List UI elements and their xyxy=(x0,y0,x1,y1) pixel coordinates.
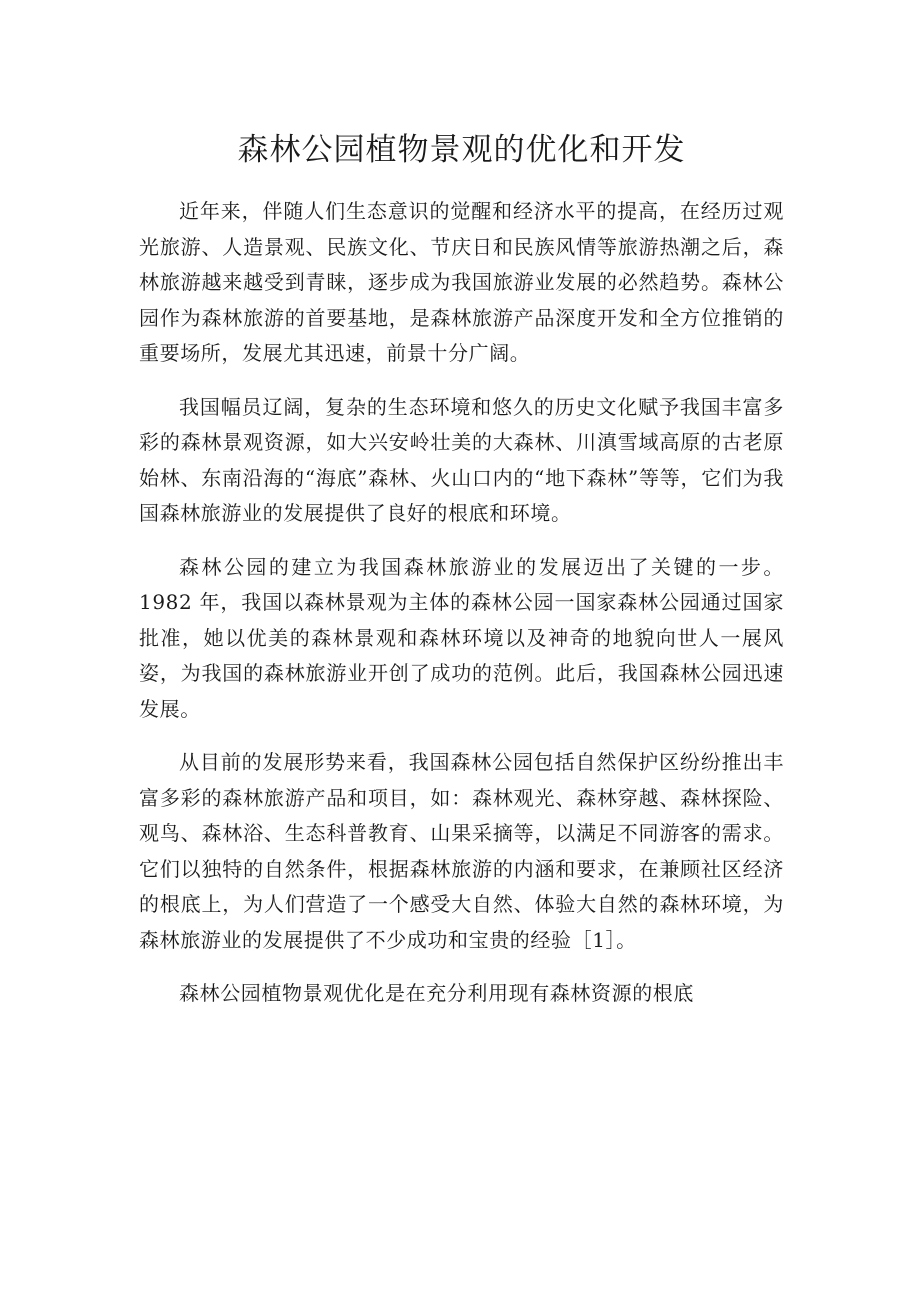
paragraph-2: 我国幅员辽阔，复杂的生态环境和悠久的历史文化赋予我国丰富多彩的森林景观资源，如大兴安岭壮美的大森林、川滇雪域高原的古老原始林、东南沿海的“海底”森林、火山口内的“地下森林”等等，它们为我国森林旅游业的发展提供了良好的根底和环境。 xyxy=(139,394,784,525)
paragraph-5: 森林公园植物景观优化是在充分利用现有森林资源的根底 xyxy=(179,981,694,1005)
paragraph-3: 森林公园的建立为我国森林旅游业的发展迈出了关键的一步。1982 年，我国以森林景观为主体的森林公园一国家森林公园通过国家批准，她以优美的森林景观和森林环境以及神奇的地貌向世人一展风姿，为我国的森林旅游业开创了成功的范例。此后，我国森林公园迅速发展。 xyxy=(139,554,784,721)
document-page xyxy=(139,128,784,1030)
document-title: 森林公园植物景观的优化和开发 xyxy=(237,132,686,168)
paragraph-4: 从目前的发展形势来看，我国森林公园包括自然保护区纷纷推出丰富多彩的森林旅游产品和项目，如：森林观光、森林穿越、森林探险、观鸟、森林浴、生态科普教育、山果采摘等，以满足不同游客的需求。它们以独特的自然条件，根据森林旅游的内涵和要求，在兼顾社区经济的根底上，为人们营造了一个感受大自然、体验大自然的森林环境，为森林旅游业的发展提供了不少成功和宝贵的经验［1］。 xyxy=(139,750,784,952)
paragraph-1: 近年来，伴随人们生态意识的觉醒和经济水平的提高，在经历过观光旅游、人造景观、民族文化、节庆日和民族风情等旅游热潮之后，森林旅游越来越受到青睐，逐步成为我国旅游业发展的必然趋势。森林公园作为森林旅游的首要基地，是森林旅游产品深度开发和全方位推销的重要场所，发展尤其迅速，前景十分广阔。 xyxy=(139,199,784,365)
